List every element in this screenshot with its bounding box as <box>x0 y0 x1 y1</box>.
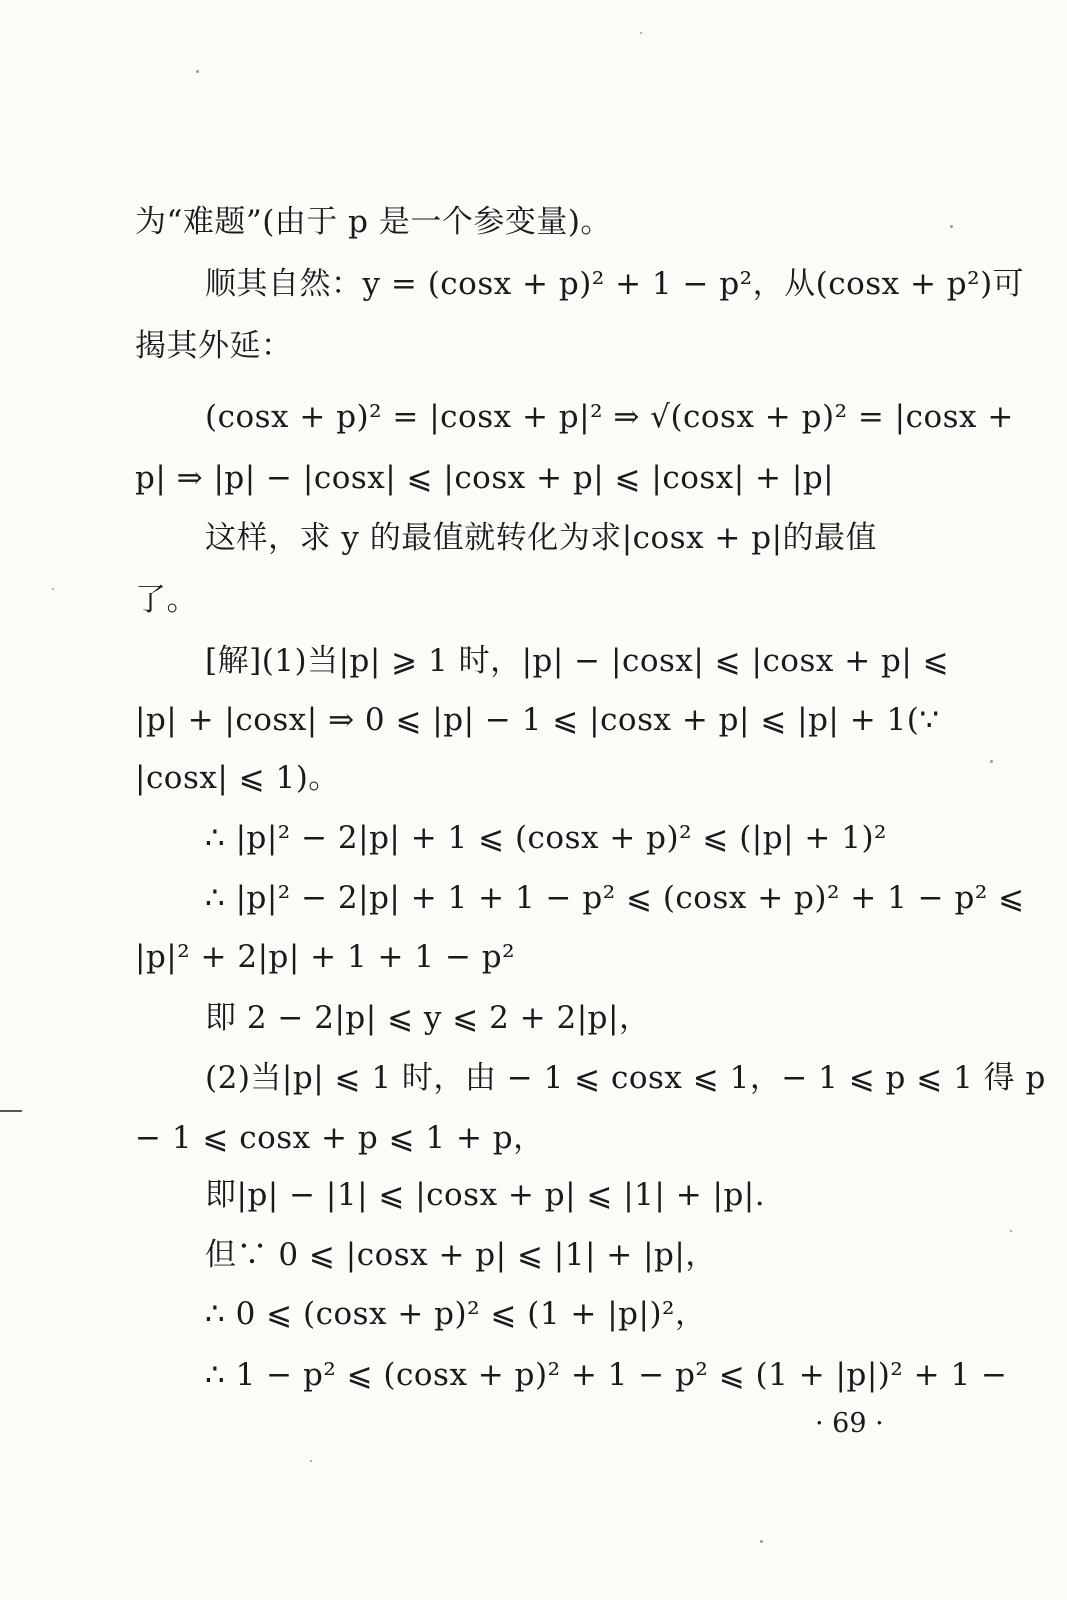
scan-speck <box>640 32 642 34</box>
page-number: · 69 · <box>815 1408 884 1439</box>
solution-line-12: ∴ |p|² − 2|p| + 1 + 1 − p² ⩽ (cosx + p)² + 1 − p² ⩽ <box>205 880 1025 916</box>
scan-margin-mark <box>0 1110 22 1112</box>
solution-line-10: |cosx| ⩽ 1)。 <box>135 760 340 796</box>
text-line-7: 了。 <box>135 582 198 618</box>
solution-line-11: ∴ |p|² − 2|p| + 1 ⩽ (cosx + p)² ⩽ (|p| + 1)² <box>205 820 887 856</box>
solution-line-20: ∴ 1 − p² ⩽ (cosx + p)² + 1 − p² ⩽ (1 + |p|)² + 1 − <box>205 1357 1008 1393</box>
scan-speck <box>1010 1230 1012 1232</box>
text-line-2: 顺其自然：y = (cosx + p)² + 1 − p²，从(cosx + p²)可 <box>205 266 1025 302</box>
solution-line-8: [解](1)当|p| ⩾ 1 时，|p| − |cosx| ⩽ |cosx + p| ⩽ <box>205 643 950 679</box>
solution-line-14: 即 2 − 2|p| ⩽ y ⩽ 2 + 2|p|， <box>205 1000 651 1036</box>
scan-speck <box>760 1540 763 1543</box>
solution-line-13: |p|² + 2|p| + 1 + 1 − p² <box>135 939 516 975</box>
solution-line-15: (2)当|p| ⩽ 1 时，由 − 1 ⩽ cosx ⩽ 1，− 1 ⩽ p ⩽ 1 得 p <box>205 1060 1046 1096</box>
solution-line-9: |p| + |cosx| ⇒ 0 ⩽ |p| − 1 ⩽ |cosx + p| ⩽ |p| + 1(∵ <box>135 702 940 738</box>
scan-speck <box>310 1460 312 1462</box>
solution-line-18: 但∵ 0 ⩽ |cosx + p| ⩽ |1| + |p|， <box>205 1237 717 1273</box>
text-line-6: 这样，求 y 的最值就转化为求|cosx + p|的最值 <box>205 520 878 556</box>
text-line-1: 为“难题”(由于 p 是一个参变量)。 <box>135 204 612 240</box>
text-line-3: 揭其外延： <box>135 328 293 364</box>
formula-line-5: p| ⇒ |p| − |cosx| ⩽ |cosx + p| ⩽ |cosx| + |p| <box>135 460 835 496</box>
solution-line-17: 即|p| − |1| ⩽ |cosx + p| ⩽ |1| + |p|. <box>205 1177 766 1213</box>
scan-speck <box>990 760 993 763</box>
scan-speck <box>950 225 953 228</box>
scan-speck <box>196 70 199 73</box>
scan-speck <box>52 588 54 590</box>
formula-line-4: (cosx + p)² = |cosx + p|² ⇒ √(cosx + p)² = |cosx + <box>205 399 1014 435</box>
solution-line-16: − 1 ⩽ cosx + p ⩽ 1 + p， <box>135 1120 545 1156</box>
solution-line-19: ∴ 0 ⩽ (cosx + p)² ⩽ (1 + |p|)²， <box>205 1296 707 1332</box>
